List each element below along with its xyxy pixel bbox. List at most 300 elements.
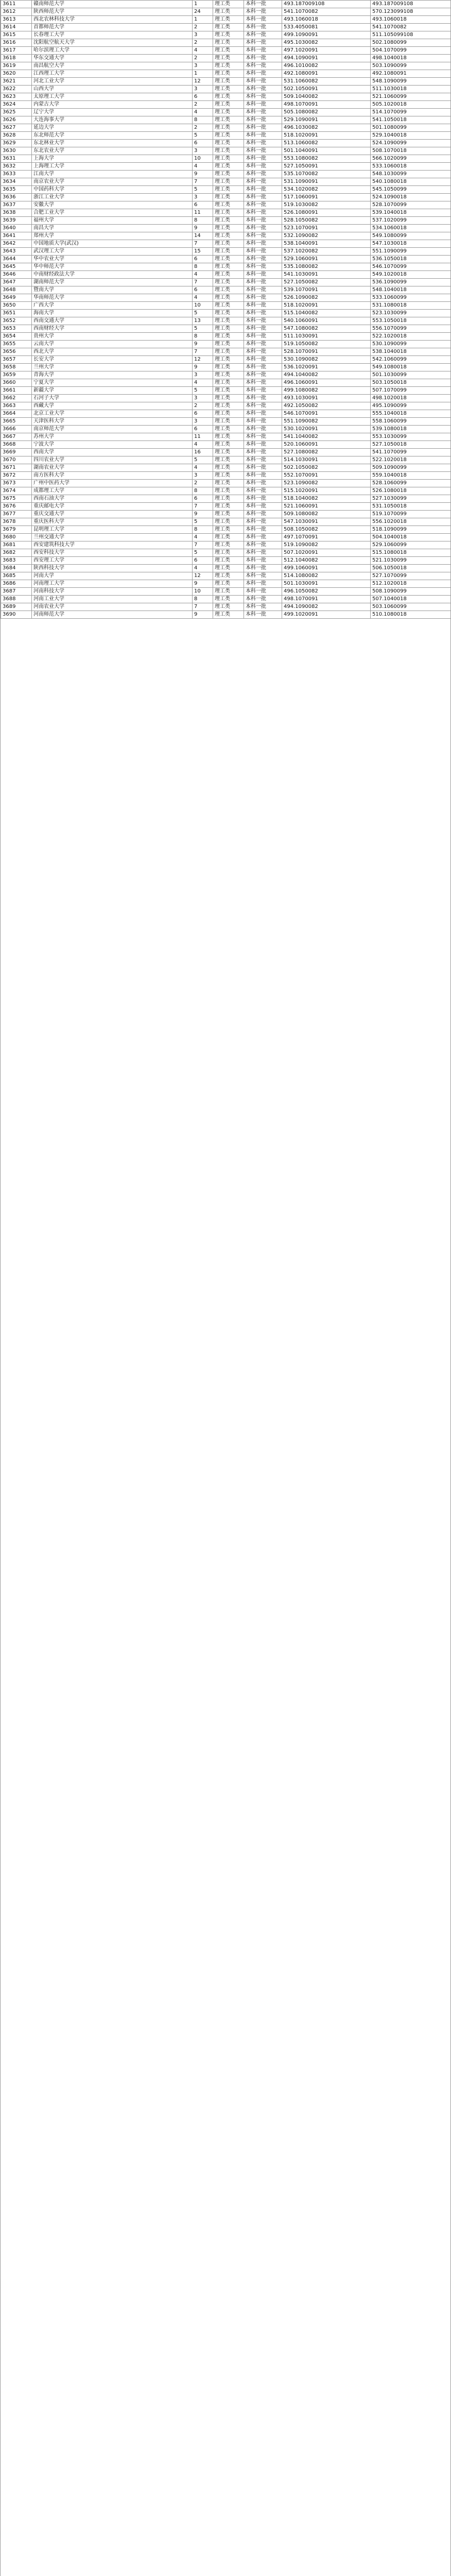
plan-count-cell: 1 xyxy=(193,16,213,24)
table-row xyxy=(1,534,451,541)
min-score-cell: 501.1040091 xyxy=(282,147,371,155)
batch-cell: 本科一批 xyxy=(244,47,282,55)
min-score-cell: 515.1020091 xyxy=(282,487,371,495)
min-score-cell: 492.1050082 xyxy=(282,402,371,410)
max-score-cell: 514.1070099 xyxy=(371,109,451,116)
school-name-cell: 西南大学 xyxy=(32,449,193,456)
min-score-cell: 498.1070091 xyxy=(282,101,371,109)
plan-count-cell: 2 xyxy=(193,24,213,31)
school-name-cell: 中南财经政法大学 xyxy=(32,271,193,279)
plan-count-cell: 2 xyxy=(193,39,213,47)
school-name-cell: 太原理工大学 xyxy=(32,93,193,101)
batch-cell: 本科一批 xyxy=(244,379,282,387)
row-number-cell: 3641 xyxy=(1,232,32,240)
min-score-cell: 512.1040082 xyxy=(282,557,371,565)
max-score-cell: 546.1070099 xyxy=(371,263,451,271)
school-name-cell: 西安科技大学 xyxy=(32,549,193,557)
table-row xyxy=(1,70,451,78)
subject-type-cell: 理工类 xyxy=(213,302,244,310)
batch-cell: 本科一批 xyxy=(244,356,282,364)
score-table xyxy=(1,0,451,619)
plan-count-cell: 4 xyxy=(193,109,213,116)
min-score-cell: 493.187009108 xyxy=(282,1,371,8)
batch-cell: 本科一批 xyxy=(244,310,282,317)
subject-type-cell: 理工类 xyxy=(213,225,244,232)
max-score-cell: 523.1030099 xyxy=(371,310,451,317)
plan-count-cell: 5 xyxy=(193,387,213,395)
plan-count-cell: 12 xyxy=(193,78,213,86)
max-score-cell: 540.1080018 xyxy=(371,178,451,186)
subject-type-cell: 理工类 xyxy=(213,31,244,39)
max-score-cell: 531.1050018 xyxy=(371,503,451,511)
school-name-cell: 广州中医药大学 xyxy=(32,480,193,487)
plan-count-cell: 5 xyxy=(193,132,213,140)
plan-count-cell: 2 xyxy=(193,124,213,132)
batch-cell: 本科一批 xyxy=(244,302,282,310)
batch-cell: 本科一批 xyxy=(244,348,282,356)
row-number-cell: 3683 xyxy=(1,557,32,565)
max-score-cell: 524.1090018 xyxy=(371,194,451,201)
min-score-cell: 497.1070091 xyxy=(282,534,371,541)
batch-cell: 本科一批 xyxy=(244,78,282,86)
plan-count-cell: 10 xyxy=(193,588,213,596)
row-number-cell: 3624 xyxy=(1,101,32,109)
subject-type-cell: 理工类 xyxy=(213,511,244,518)
subject-type-cell: 理工类 xyxy=(213,596,244,603)
max-score-cell: 556.1070099 xyxy=(371,325,451,333)
batch-cell: 本科一批 xyxy=(244,495,282,503)
table-row xyxy=(1,541,451,549)
plan-count-cell: 5 xyxy=(193,310,213,317)
subject-type-cell: 理工类 xyxy=(213,580,244,588)
school-name-cell: 河南农业大学 xyxy=(32,603,193,611)
school-name-cell: 上海理工大学 xyxy=(32,163,193,171)
school-name-cell: 上海大学 xyxy=(32,155,193,163)
row-number-cell: 3644 xyxy=(1,256,32,263)
row-number-cell: 3682 xyxy=(1,549,32,557)
max-score-cell: 553.1050018 xyxy=(371,317,451,325)
table-row xyxy=(1,55,451,62)
school-name-cell: 长春理工大学 xyxy=(32,31,193,39)
batch-cell: 本科一批 xyxy=(244,286,282,294)
min-score-cell: 523.1090082 xyxy=(282,480,371,487)
plan-count-cell: 8 xyxy=(193,487,213,495)
min-score-cell: 514.1080082 xyxy=(282,572,371,580)
subject-type-cell: 理工类 xyxy=(213,503,244,511)
min-score-cell: 496.1010082 xyxy=(282,62,371,70)
subject-type-cell: 理工类 xyxy=(213,155,244,163)
school-name-cell: 北京工业大学 xyxy=(32,410,193,418)
max-score-cell: 529.1060099 xyxy=(371,541,451,549)
school-name-cell: 西安建筑科技大学 xyxy=(32,541,193,549)
min-score-cell: 540.1060091 xyxy=(282,317,371,325)
school-name-cell: 武汉理工大学 xyxy=(32,248,193,256)
batch-cell: 本科一批 xyxy=(244,109,282,116)
subject-type-cell: 理工类 xyxy=(213,286,244,294)
plan-count-cell: 9 xyxy=(193,171,213,178)
batch-cell: 本科一批 xyxy=(244,209,282,217)
plan-count-cell: 6 xyxy=(193,286,213,294)
school-name-cell: 河南师范大学 xyxy=(32,611,193,619)
table-row xyxy=(1,279,451,286)
table-row xyxy=(1,511,451,518)
subject-type-cell: 理工类 xyxy=(213,541,244,549)
subject-type-cell: 理工类 xyxy=(213,333,244,341)
batch-cell: 本科一批 xyxy=(244,549,282,557)
plan-count-cell: 3 xyxy=(193,395,213,402)
school-name-cell: 福州大学 xyxy=(32,217,193,225)
plan-count-cell: 2 xyxy=(193,480,213,487)
min-score-cell: 505.1080082 xyxy=(282,109,371,116)
table-row xyxy=(1,611,451,619)
table-row xyxy=(1,263,451,271)
row-number-cell: 3663 xyxy=(1,402,32,410)
row-number-cell: 3618 xyxy=(1,55,32,62)
school-name-cell: 首都师范大学 xyxy=(32,24,193,31)
plan-count-cell: 15 xyxy=(193,248,213,256)
plan-count-cell: 3 xyxy=(193,62,213,70)
table-row xyxy=(1,147,451,155)
plan-count-cell: 3 xyxy=(193,31,213,39)
row-number-cell: 3661 xyxy=(1,387,32,395)
min-score-cell: 499.1080082 xyxy=(282,387,371,395)
table-row xyxy=(1,341,451,348)
subject-type-cell: 理工类 xyxy=(213,565,244,572)
batch-cell: 本科一批 xyxy=(244,294,282,302)
plan-count-cell: 8 xyxy=(193,596,213,603)
subject-type-cell: 理工类 xyxy=(213,480,244,487)
plan-count-cell: 8 xyxy=(193,263,213,271)
row-number-cell: 3629 xyxy=(1,140,32,147)
batch-cell: 本科一批 xyxy=(244,503,282,511)
school-name-cell: 郑州大学 xyxy=(32,232,193,240)
school-name-cell: 河南大学 xyxy=(32,572,193,580)
subject-type-cell: 理工类 xyxy=(213,518,244,526)
plan-count-cell: 7 xyxy=(193,279,213,286)
score-table-body xyxy=(1,1,451,619)
max-score-cell: 549.1020018 xyxy=(371,271,451,279)
batch-cell: 本科一批 xyxy=(244,580,282,588)
table-row xyxy=(1,201,451,209)
table-row xyxy=(1,487,451,495)
plan-count-cell: 14 xyxy=(193,232,213,240)
min-score-cell: 493.1030091 xyxy=(282,395,371,402)
subject-type-cell: 理工类 xyxy=(213,379,244,387)
table-row xyxy=(1,325,451,333)
subject-type-cell: 理工类 xyxy=(213,572,244,580)
row-number-cell: 3675 xyxy=(1,495,32,503)
school-name-cell: 南方医科大学 xyxy=(32,472,193,480)
school-name-cell: 新疆大学 xyxy=(32,387,193,395)
min-score-cell: 501.1030091 xyxy=(282,580,371,588)
batch-cell: 本科一批 xyxy=(244,418,282,426)
batch-cell: 本科一批 xyxy=(244,70,282,78)
max-score-cell: 527.1050018 xyxy=(371,441,451,449)
school-name-cell: 浙江工业大学 xyxy=(32,194,193,201)
row-number-cell: 3613 xyxy=(1,16,32,24)
subject-type-cell: 理工类 xyxy=(213,418,244,426)
row-number-cell: 3650 xyxy=(1,302,32,310)
row-number-cell: 3679 xyxy=(1,526,32,534)
batch-cell: 本科一批 xyxy=(244,395,282,402)
max-score-cell: 505.1020018 xyxy=(371,101,451,109)
batch-cell: 本科一批 xyxy=(244,333,282,341)
plan-count-cell: 11 xyxy=(193,209,213,217)
table-row xyxy=(1,171,451,178)
plan-count-cell: 4 xyxy=(193,464,213,472)
table-row xyxy=(1,379,451,387)
row-number-cell: 3672 xyxy=(1,472,32,480)
batch-cell: 本科一批 xyxy=(244,263,282,271)
row-number-cell: 3668 xyxy=(1,441,32,449)
table-row xyxy=(1,31,451,39)
school-name-cell: 长安大学 xyxy=(32,356,193,364)
min-score-cell: 499.1020091 xyxy=(282,611,371,619)
table-row xyxy=(1,387,451,395)
table-row xyxy=(1,16,451,24)
plan-count-cell: 5 xyxy=(193,518,213,526)
max-score-cell: 542.1060099 xyxy=(371,356,451,364)
plan-count-cell: 6 xyxy=(193,256,213,263)
row-number-cell: 3621 xyxy=(1,78,32,86)
plan-count-cell: 9 xyxy=(193,580,213,588)
table-row xyxy=(1,217,451,225)
plan-count-cell: 4 xyxy=(193,47,213,55)
max-score-cell: 551.1090099 xyxy=(371,248,451,256)
subject-type-cell: 理工类 xyxy=(213,70,244,78)
batch-cell: 本科一批 xyxy=(244,472,282,480)
plan-count-cell: 1 xyxy=(193,70,213,78)
min-score-cell: 541.1070082 xyxy=(282,8,371,16)
max-score-cell: 549.1080018 xyxy=(371,364,451,371)
max-score-cell: 570.123099108 xyxy=(371,8,451,16)
batch-cell: 本科一批 xyxy=(244,611,282,619)
plan-count-cell: 5 xyxy=(193,325,213,333)
max-score-cell: 541.1070099 xyxy=(371,449,451,456)
table-row xyxy=(1,47,451,55)
school-name-cell: 昆明理工大学 xyxy=(32,526,193,534)
min-score-cell: 518.1020091 xyxy=(282,302,371,310)
school-name-cell: 河南理工大学 xyxy=(32,580,193,588)
school-name-cell: 南昌大学 xyxy=(32,225,193,232)
plan-count-cell: 12 xyxy=(193,356,213,364)
school-name-cell: 广西大学 xyxy=(32,302,193,310)
min-score-cell: 498.1070091 xyxy=(282,596,371,603)
table-row xyxy=(1,549,451,557)
subject-type-cell: 理工类 xyxy=(213,317,244,325)
table-row xyxy=(1,333,451,341)
school-name-cell: 大连海事大学 xyxy=(32,116,193,124)
plan-count-cell: 4 xyxy=(193,565,213,572)
max-score-cell: 522.1020018 xyxy=(371,333,451,341)
subject-type-cell: 理工类 xyxy=(213,24,244,31)
school-name-cell: 河南工业大学 xyxy=(32,596,193,603)
row-number-cell: 3671 xyxy=(1,464,32,472)
min-score-cell: 518.1040082 xyxy=(282,495,371,503)
min-score-cell: 526.1090082 xyxy=(282,294,371,302)
max-score-cell: 492.1080091 xyxy=(371,70,451,78)
max-score-cell: 502.1080099 xyxy=(371,39,451,47)
plan-count-cell: 24 xyxy=(193,8,213,16)
row-number-cell: 3636 xyxy=(1,194,32,201)
table-row xyxy=(1,441,451,449)
min-score-cell: 519.1090082 xyxy=(282,541,371,549)
plan-count-cell: 5 xyxy=(193,186,213,194)
min-score-cell: 526.1080091 xyxy=(282,209,371,217)
row-number-cell: 3643 xyxy=(1,248,32,256)
row-number-cell: 3687 xyxy=(1,588,32,596)
min-score-cell: 528.1070091 xyxy=(282,348,371,356)
table-row xyxy=(1,155,451,163)
subject-type-cell: 理工类 xyxy=(213,603,244,611)
plan-count-cell: 2 xyxy=(193,402,213,410)
row-number-cell: 3615 xyxy=(1,31,32,39)
min-score-cell: 514.1030091 xyxy=(282,456,371,464)
plan-count-cell: 8 xyxy=(193,116,213,124)
batch-cell: 本科一批 xyxy=(244,387,282,395)
school-name-cell: 陕西科技大学 xyxy=(32,565,193,572)
subject-type-cell: 理工类 xyxy=(213,116,244,124)
min-score-cell: 521.1060091 xyxy=(282,503,371,511)
batch-cell: 本科一批 xyxy=(244,317,282,325)
batch-cell: 本科一批 xyxy=(244,62,282,70)
plan-count-cell: 7 xyxy=(193,240,213,248)
row-number-cell: 3630 xyxy=(1,147,32,155)
row-number-cell: 3648 xyxy=(1,286,32,294)
row-number-cell: 3619 xyxy=(1,62,32,70)
school-name-cell: 重庆医科大学 xyxy=(32,518,193,526)
max-score-cell: 528.1070099 xyxy=(371,201,451,209)
row-number-cell: 3653 xyxy=(1,325,32,333)
batch-cell: 本科一批 xyxy=(244,541,282,549)
batch-cell: 本科一批 xyxy=(244,232,282,240)
batch-cell: 本科一批 xyxy=(244,410,282,418)
batch-cell: 本科一批 xyxy=(244,217,282,225)
batch-cell: 本科一批 xyxy=(244,147,282,155)
subject-type-cell: 理工类 xyxy=(213,557,244,565)
subject-type-cell: 理工类 xyxy=(213,217,244,225)
subject-type-cell: 理工类 xyxy=(213,449,244,456)
subject-type-cell: 理工类 xyxy=(213,47,244,55)
row-number-cell: 3656 xyxy=(1,348,32,356)
subject-type-cell: 理工类 xyxy=(213,240,244,248)
subject-type-cell: 理工类 xyxy=(213,16,244,24)
subject-type-cell: 理工类 xyxy=(213,534,244,541)
school-name-cell: 贵州大学 xyxy=(32,333,193,341)
school-name-cell: 辽宁大学 xyxy=(32,109,193,116)
school-name-cell: 湖南农业大学 xyxy=(32,464,193,472)
row-number-cell: 3655 xyxy=(1,341,32,348)
plan-count-cell: 9 xyxy=(193,511,213,518)
school-name-cell: 江南大学 xyxy=(32,171,193,178)
subject-type-cell: 理工类 xyxy=(213,402,244,410)
row-number-cell: 3673 xyxy=(1,480,32,487)
row-number-cell: 3634 xyxy=(1,178,32,186)
batch-cell: 本科一批 xyxy=(244,155,282,163)
school-name-cell: 宁夏大学 xyxy=(32,379,193,387)
school-name-cell: 石河子大学 xyxy=(32,395,193,402)
subject-type-cell: 理工类 xyxy=(213,8,244,16)
max-score-cell: 503.1060099 xyxy=(371,603,451,611)
max-score-cell: 528.1060099 xyxy=(371,480,451,487)
subject-type-cell: 理工类 xyxy=(213,426,244,433)
max-score-cell: 508.1090099 xyxy=(371,588,451,596)
max-score-cell: 498.1040018 xyxy=(371,55,451,62)
subject-type-cell: 理工类 xyxy=(213,294,244,302)
plan-count-cell: 3 xyxy=(193,472,213,480)
plan-count-cell: 1 xyxy=(193,1,213,8)
subject-type-cell: 理工类 xyxy=(213,39,244,47)
table-row xyxy=(1,495,451,503)
min-score-cell: 520.1060091 xyxy=(282,441,371,449)
plan-count-cell: 8 xyxy=(193,526,213,534)
school-name-cell: 西南交通大学 xyxy=(32,317,193,325)
plan-count-cell: 11 xyxy=(193,433,213,441)
max-score-cell: 536.1090099 xyxy=(371,279,451,286)
plan-count-cell: 6 xyxy=(193,557,213,565)
row-number-cell: 3628 xyxy=(1,132,32,140)
max-score-cell: 521.1030099 xyxy=(371,557,451,565)
table-row xyxy=(1,449,451,456)
subject-type-cell: 理工类 xyxy=(213,171,244,178)
school-name-cell: 南昌航空大学 xyxy=(32,62,193,70)
table-row xyxy=(1,395,451,402)
batch-cell: 本科一批 xyxy=(244,140,282,147)
subject-type-cell: 理工类 xyxy=(213,256,244,263)
min-score-cell: 541.1040082 xyxy=(282,433,371,441)
max-score-cell: 559.1040018 xyxy=(371,472,451,480)
min-score-cell: 494.1090082 xyxy=(282,603,371,611)
row-number-cell: 3638 xyxy=(1,209,32,217)
row-number-cell: 3647 xyxy=(1,279,32,286)
table-row xyxy=(1,464,451,472)
min-score-cell: 519.1030082 xyxy=(282,201,371,209)
batch-cell: 本科一批 xyxy=(244,101,282,109)
row-number-cell: 3635 xyxy=(1,186,32,194)
min-score-cell: 511.1030091 xyxy=(282,333,371,341)
min-score-cell: 527.1050091 xyxy=(282,163,371,171)
batch-cell: 本科一批 xyxy=(244,511,282,518)
max-score-cell: 501.1080099 xyxy=(371,124,451,132)
subject-type-cell: 理工类 xyxy=(213,209,244,217)
plan-count-cell: 2 xyxy=(193,55,213,62)
max-score-cell: 504.1070099 xyxy=(371,47,451,55)
batch-cell: 本科一批 xyxy=(244,441,282,449)
plan-count-cell: 7 xyxy=(193,348,213,356)
max-score-cell: 549.1080099 xyxy=(371,232,451,240)
table-row xyxy=(1,93,451,101)
row-number-cell: 3651 xyxy=(1,310,32,317)
min-score-cell: 515.1040082 xyxy=(282,310,371,317)
table-row xyxy=(1,24,451,31)
max-score-cell: 537.1020099 xyxy=(371,217,451,225)
batch-cell: 本科一批 xyxy=(244,86,282,93)
min-score-cell: 527.1080082 xyxy=(282,449,371,456)
plan-count-cell: 6 xyxy=(193,426,213,433)
plan-count-cell: 3 xyxy=(193,418,213,426)
school-name-cell: 赣南师范大学 xyxy=(32,1,193,8)
row-number-cell: 3676 xyxy=(1,503,32,511)
plan-count-cell: 2 xyxy=(193,101,213,109)
table-row xyxy=(1,163,451,171)
row-number-cell: 3652 xyxy=(1,317,32,325)
table-row xyxy=(1,124,451,132)
row-number-cell: 3665 xyxy=(1,418,32,426)
subject-type-cell: 理工类 xyxy=(213,464,244,472)
max-score-cell: 518.1090099 xyxy=(371,526,451,534)
subject-type-cell: 理工类 xyxy=(213,279,244,286)
plan-count-cell: 5 xyxy=(193,456,213,464)
